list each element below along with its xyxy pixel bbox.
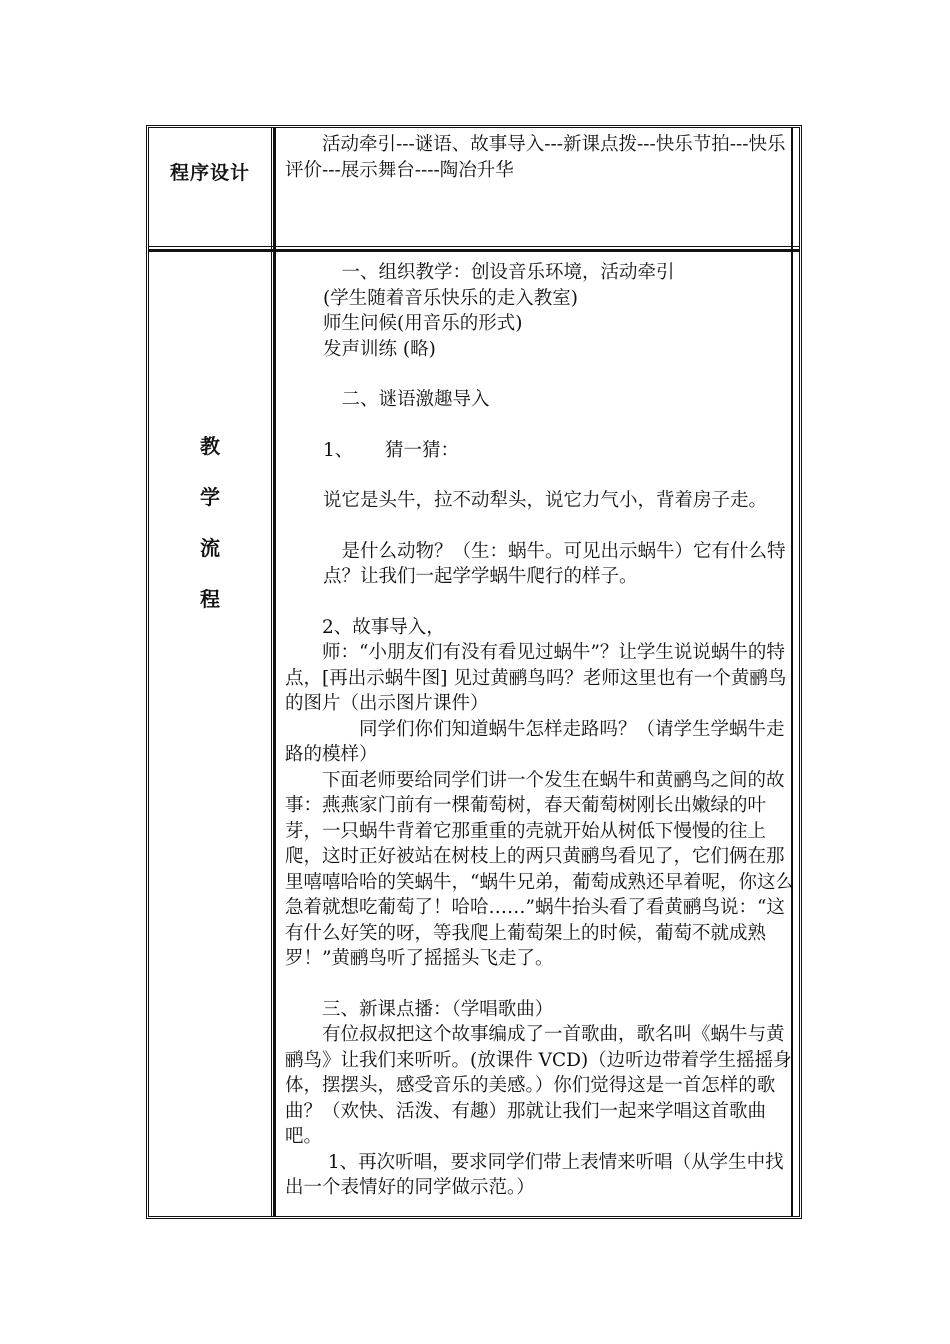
paragraph: 1、再次听唱，要求同学们带上表情来听唱（从学生中找出一个表情好的同学做示范。） [285, 1151, 784, 1198]
paragraph: 发声训练 (略) [323, 338, 436, 360]
section-heading: 一、组织教学：创设音乐环境，活动牵引 [323, 262, 675, 283]
label-char: 流 [200, 536, 220, 560]
program-design-content: 活动牵引---谜语、故事导入---新课点拨---快乐节拍---快乐评价---展示舞台----陶冶升华 [285, 134, 786, 181]
list-number: 1、 [323, 439, 354, 461]
paragraph: 是什么动物？（生：蜗牛。可见出示蜗牛）它有什么特点？让我们一起学学蜗牛爬行的样子。 [323, 540, 786, 587]
row-label-teaching-process [149, 430, 271, 634]
section-heading: 三、新课点播：（学唱歌曲） [285, 998, 554, 1020]
row-divider [149, 246, 799, 252]
paragraph: 师：“小朋友们有没有看见过蜗牛”？让学生说说蜗牛的特点，[再出示蜗牛图] 见过黄鹂鸟吗？老师这里也有一个黄鹂鸟的图片（出示图片课件） [285, 642, 787, 714]
paragraph: 师生问候(用音乐的形式) [323, 313, 523, 334]
lesson-plan-table [146, 125, 802, 1219]
label-char: 教 [200, 434, 220, 458]
row-label-program-design: 程序设计 [169, 162, 250, 184]
paragraph: 2、故事导入， [285, 616, 445, 638]
section-heading: 二、谜语激趣导入 [323, 389, 490, 410]
paragraph: 说它是头牛，拉不动犁头，说它力气小，背着房子走。 [323, 490, 768, 511]
paragraph: 下面老师要给同学们讲一个发生在蜗牛和黄鹂鸟之间的故事：燕燕家门前有一棵葡萄树，春天葡萄树刚长出嫩绿的叶芽，一只蜗牛背着它那重重的壳就开始从树低下慢慢的往上爬，这时正好被站在树枝上的两只黄鹂鸟看见了，它们俩在那里嘻嘻哈哈的笑蜗牛，“蜗牛兄弟，葡萄成熟还早着呢，你这么急着就想吃葡萄了！哈哈……”蜗牛抬头看了看黄鹂鸟说：“这有什么好笑的呀，等我爬上葡萄架上的时候，葡萄不就成熟罗！”黄鹂鸟听了摇摇头飞走了。 [285, 769, 794, 969]
column-divider [271, 128, 276, 1216]
label-char: 学 [200, 485, 220, 509]
paragraph: 有位叔叔把这个故事编成了一首歌曲，歌名叫《蜗牛与黄鹂鸟》让我们来听听。(放课件 VCD)（边听边带着学生摇摇身体，摆摆头，感受音乐的美感。）你们觉得这是一首怎样的歌曲？（欢快、活泼、有趣）那就让我们一起来学唱这首歌曲吧。 [285, 1024, 792, 1147]
paragraph: 同学们你们知道蜗牛怎样走路吗？（请学生学蜗牛走路的模样） [285, 718, 785, 765]
list-text: 猜一猜： [385, 439, 460, 461]
paragraph: (学生随着音乐快乐的走入教室) [323, 287, 578, 309]
label-char: 程 [200, 587, 220, 611]
list-item [285, 438, 797, 464]
teaching-process-content [285, 260, 797, 1201]
